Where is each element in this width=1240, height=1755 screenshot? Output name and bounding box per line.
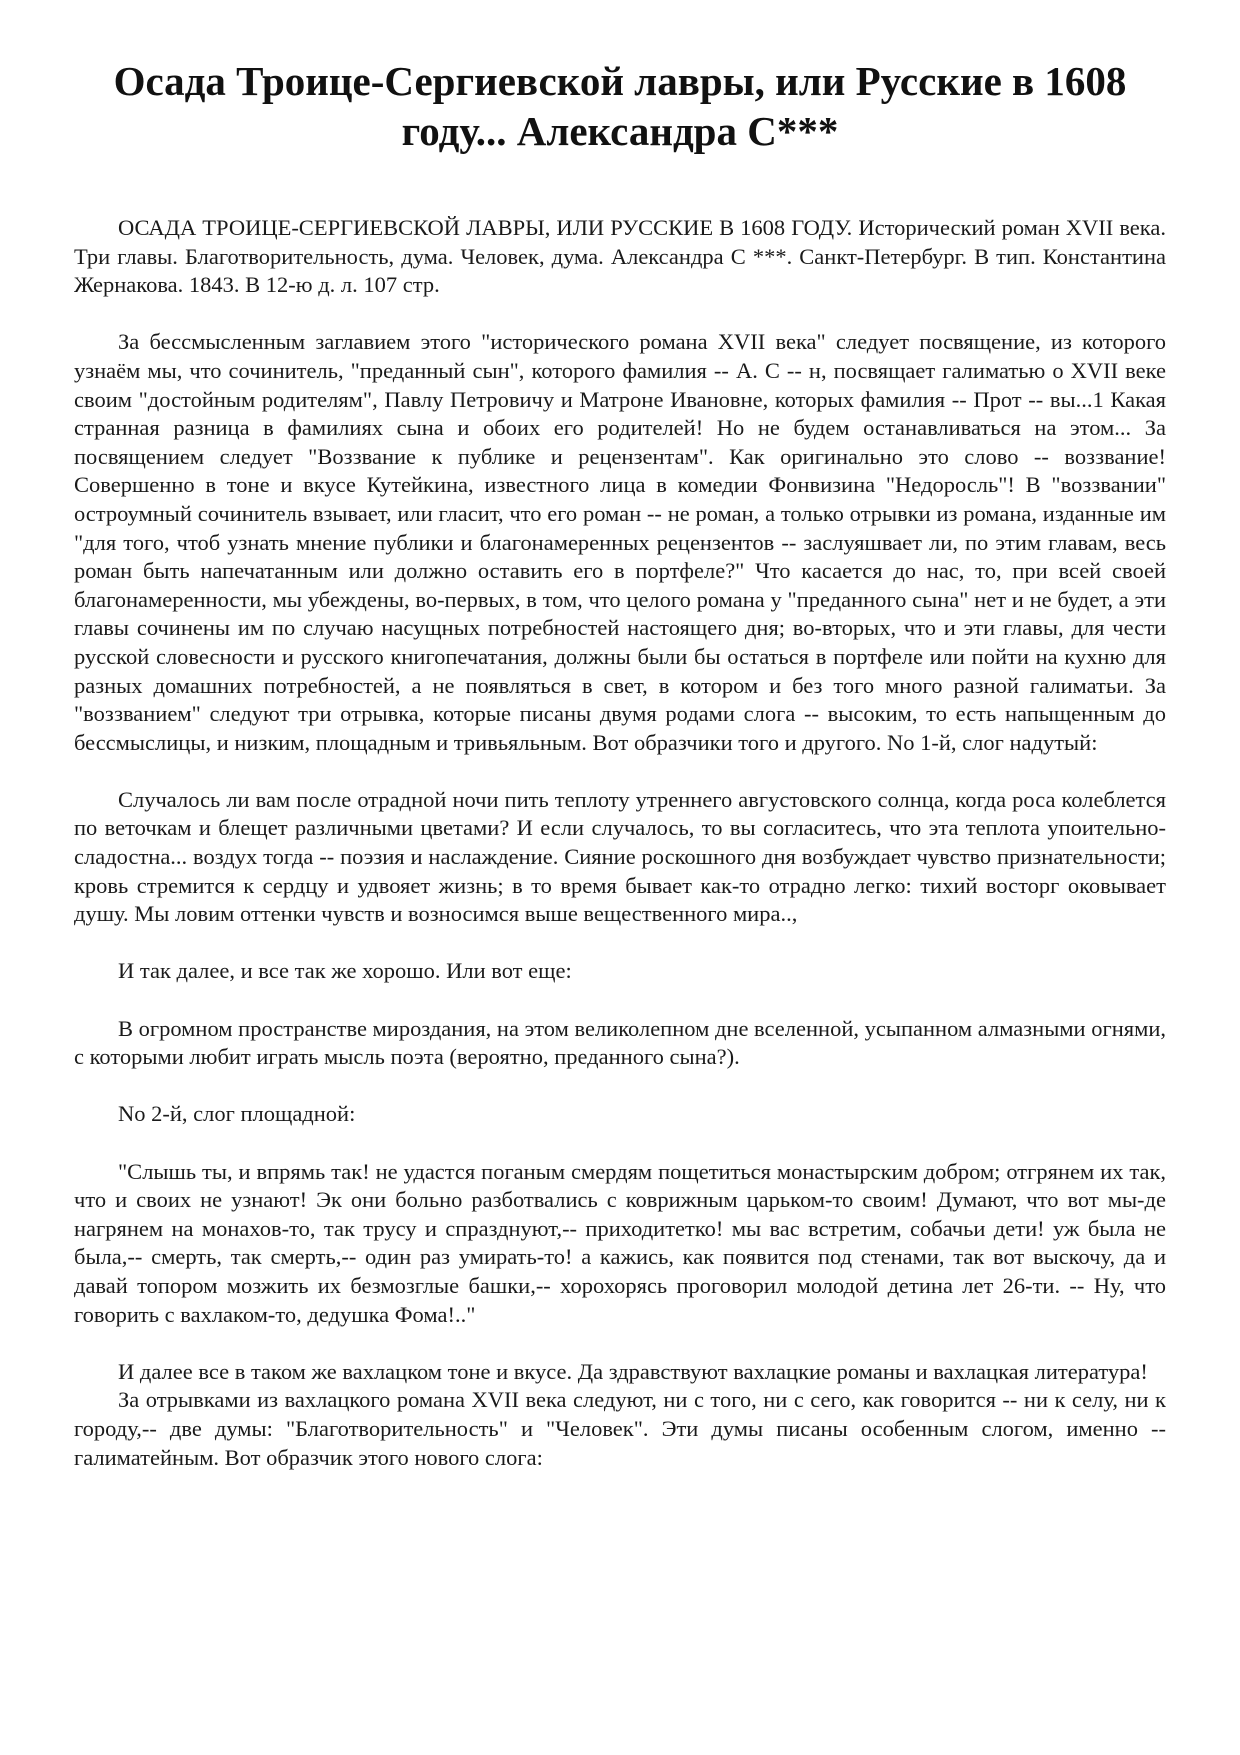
paragraph-vakhlatsky: И далее все в таком же вахлацком тоне и вкусе. Да здравствуют вахлацкие романы и вахлацкая литература! [118,1358,1148,1384]
page-title: Осада Троице-Сергиевской лавры, или Русские в 1608 году... Александра С*** [113,58,1127,154]
paragraph-bibliography: ОСАДА ТРОИЦЕ-СЕРГИЕВСКОЙ ЛАВРЫ, ИЛИ РУССКИЕ В 1608 ГОДУ. Исторический роман XVII века. Три главы. Благотворительность, дума. Человек, дума. Александра С ***. Санкт-Петербург. В тип. Константина Жернакова. 1843. В 12-ю д. л. 107 стр. [74,215,1166,298]
paragraph-and-so-on: И так далее, и все так же хорошо. Или вот еще: [118,958,572,984]
paragraph-quote-universe: В огромном пространстве мироздания, на этом великолепном дне вселенной, усыпанном алмазными огнями, с которыми любит играть мысль поэта (вероятно, преданного сына?). [74,1015,1166,1070]
paragraph-two-dumas: За отрывками из вахлацкого романа XVII века следуют, ни с того, ни с сего, как говорится -- ни к селу, ни к городу,-- две думы: "Благотворительность" и "Человек". Эти думы писаны особенным слогом, именно -- галиматейным. Вот образчик этого нового слога: [74,1387,1166,1470]
paragraph-dedication: За бессмысленным заглавием этого "исторического романа XVII века" следует посвящение, из которого узнаём мы, что сочинитель, "преданный сын", которого фамилия -- А. С -- н, посвящает галиматью о XVII веке своим "достойным родителям", Павлу Петровичу и Матроне Ивановне, которых фамилия -- Прот -- вы...1 Какая странная разница в фамилиях сына и обоих его родителей! Но не будем останавливаться на этом... За посвящением следует "Воззвание к публике и рецензентам". Как оригинально это слово -- воззвание! Совершенно в тоне и вкусе Кутейкина, известного лица в комедии Фонвизина "Недоросль"! В "воззвании" остроумный сочинитель взывает, или гласит, что его роман -- не роман, а только отрывки из романа, изданные им "для того, чтоб узнать мнение публики и благонамеренных рецензентов -- заслуяшвает ли, по этим главам, весь роман быть напечатанным или должно оставить его в портфеле?" Что касается до нас, то, при всей своей благонамеренности, мы убеждены, во-первых, в том, что целого романа у "преданного сына" нет и не будет, а эти главы сочинены им по случаю насущных потребностей настоящего дня; во-вторых, что и эти главы, для чести русской словесности и русского книгопечатания, должны были бы остаться в портфеле или пойти на кухню для разных домашних потребностей, а не появляться в свет, в котором и без того много разной галиматьи. За "воззванием" следуют три отрывка, которые писаны двумя родами слога -- высоким, то есть напыщенным до бессмыслицы, и низким, площадным и тривьяльным. Вот образчики того и другого. No 1-й, слог надутый: [74,329,1166,755]
paragraph-quote-low-style: "Слышь ты, и впрямь так! не удастся поганым смердям пощетиться монастырским добром; отгрянем их так, что и своих не узнают! Эк они больно разботвались с коврижным царьком-то своим! Думают, что вот мы-де нагрянем на монахов-то, так трусу и спразднуют,-- приходитетко! мы вас встретим, собачьи дети! уж была не была,-- смерть, так смерть,-- один раз умирать-то! а кажись, как появится под стенами, так вот выскочу, да и давай топором мозжить их безмозглые башки,-- хорохорясь проговорил молодой детина лет 26-ти. -- Ну, что говорить с вахлаком-то, дедушка Фома!.." [74,1158,1166,1327]
document-page [74,56,1166,1472]
paragraph-quote-high-style: Случалось ли вам после отрадной ночи пить теплоту утреннего августовского солнца, когда роса колеблется по веточкам и блещет различными цветами? И если случалось, то вы согласитесь, что эта теплота упоительно-сладостна... воздух тогда -- поэзия и наслаждение. Сияние роскошного дня возбуждает чувство признательности; кровь стремится к сердцу и удвояет жизнь; в то время бывает как-то отрадно легко: тихий восторг оковывает душу. Мы ловим оттенки чувств и возносимся выше вещественного мира.., [74,786,1166,927]
paragraph-style-two-heading: No 2-й, слог площадной: [118,1101,356,1127]
document-body [74,214,1166,1472]
